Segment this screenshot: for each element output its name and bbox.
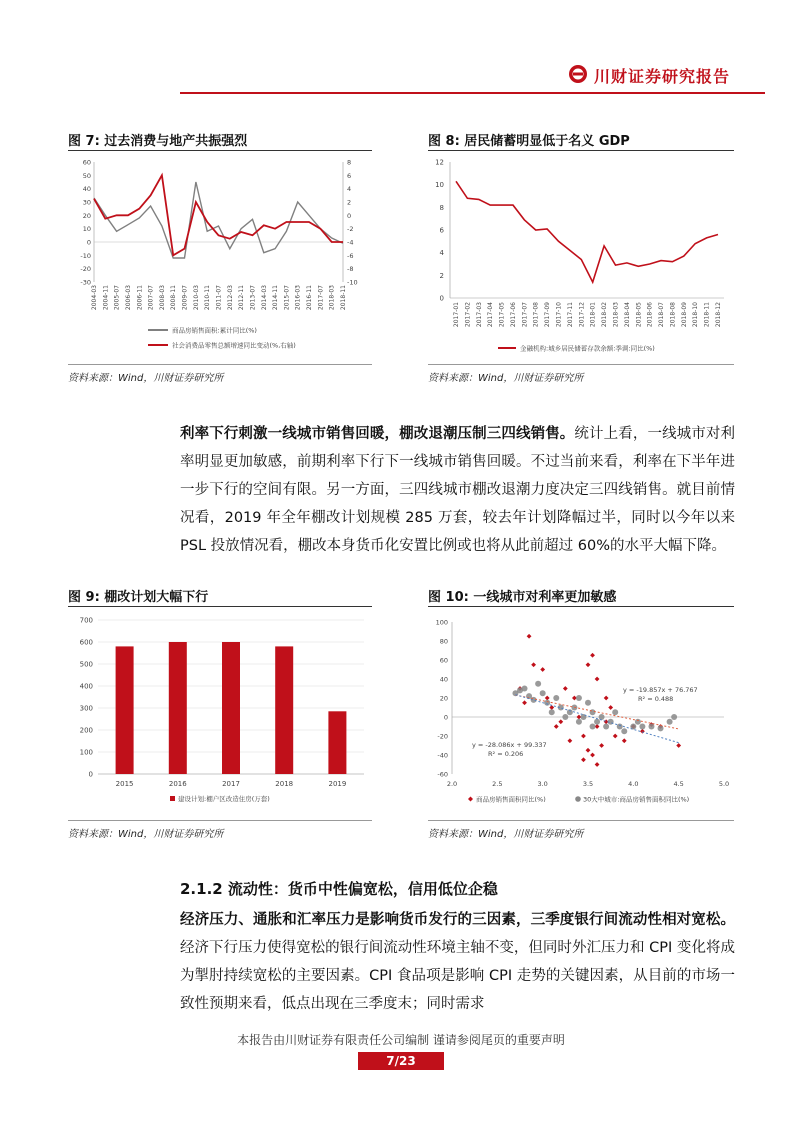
fig7-x-tick-label: 2014-03: [260, 285, 268, 311]
fig10-point-diamond: [676, 743, 681, 748]
fig7-left-tick-label: 30: [82, 198, 91, 207]
fig8-x-tick-label: 2018-10: [692, 302, 700, 328]
fig7-legend-label: 社会消费品零售总额增速同比变动(%,右轴): [172, 341, 296, 350]
fig7-x-tick-label: 2016-03: [294, 285, 302, 311]
fig7-right-tick-label: 4: [347, 185, 352, 194]
fig8-x-tick-label: 2017-08: [532, 302, 540, 328]
fig7-left-tick-label: 40: [82, 185, 91, 194]
fig8-y-tick-label: 8: [439, 203, 444, 212]
fig10-point-diamond: [613, 734, 618, 739]
fig10-legend-swatch: [575, 796, 581, 802]
paragraph-housing-lead: 利率下行刺激一线城市销售回暖，棚改退潮压制三四线销售。: [180, 426, 575, 442]
fig7-right-tick-label: 2: [347, 198, 352, 207]
fig9-x-tick-label: 2019: [328, 780, 347, 788]
fig10-point-circle: [590, 724, 596, 730]
fig8-x-tick-label: 2017-06: [509, 302, 517, 328]
fig8-y-tick-label: 4: [439, 249, 444, 258]
fig9-source: 资料来源：Wind，川财证券研究所: [68, 829, 224, 840]
fig10-point-diamond: [586, 748, 591, 753]
fig8-x-tick-label: 2017-04: [487, 302, 495, 328]
fig8-y-tick-label: 0: [439, 294, 444, 303]
fig10-point-circle: [617, 724, 623, 730]
fig7-x-tick-label: 2018-03: [328, 285, 336, 311]
fig10-point-diamond: [595, 677, 600, 682]
fig10-point-circle: [576, 719, 582, 725]
fig8-x-tick-label: 2018-08: [669, 302, 677, 328]
fig7-right-tick-label: -4: [347, 238, 354, 247]
fig7-x-tick-label: 2011-07: [215, 285, 223, 311]
fig9-y-tick-label: 500: [79, 660, 93, 669]
fig10-point-circle: [599, 714, 605, 720]
fig10-point-diamond: [563, 686, 568, 691]
fig8-y-tick-label: 6: [439, 226, 444, 235]
fig8-x-tick-label: 2017-07: [521, 302, 529, 328]
fig10-point-circle: [603, 724, 609, 730]
section-heading: 2.1.2 流动性：货币中性偏宽松，信用低位企稳: [180, 880, 498, 898]
fig10-y-tick-label: 100: [435, 618, 448, 627]
fig9-y-tick-label: 100: [79, 748, 93, 757]
fig7-bottom-rule: [68, 364, 372, 365]
fig10-title: 图 10: 一线城市对利率更加敏感: [428, 590, 617, 605]
fig10-y-tick-label: 20: [439, 694, 448, 703]
fig10-point-diamond: [622, 738, 627, 743]
fig10-point-diamond: [558, 719, 563, 724]
fig10-point-diamond: [608, 705, 613, 710]
fig7-x-tick-label: 2006-11: [136, 285, 144, 311]
fig7-x-tick-label: 2008-03: [158, 285, 166, 311]
fig7-series-line: [94, 182, 343, 258]
fig10-legend-label: 30大中城市:商品房销售面积同比(%): [583, 795, 690, 804]
fig8-x-tick-label: 2018-01: [589, 302, 597, 328]
fig7-right-tick-label: -2: [347, 225, 354, 234]
fig9-x-tick-label: 2018: [275, 780, 294, 788]
fig10-legend-swatch: [468, 797, 473, 802]
fig7-x-tick-label: 2015-07: [283, 285, 291, 311]
fig7-title: 图 7: 过去消费与地产共振强烈: [68, 134, 248, 149]
fig8-top-rule: [428, 150, 734, 151]
fig10-point-circle: [671, 714, 677, 720]
fig10-y-tick-label: -40: [437, 751, 448, 760]
fig9-x-tick-label: 2016: [168, 780, 187, 788]
fig10-x-tick-label: 4.0: [628, 780, 639, 788]
fig7-legend-label: 商品房销售面积:累计同比(%): [172, 326, 257, 335]
fig10-point-diamond: [590, 653, 595, 658]
fig7-right-tick-label: 8: [347, 158, 352, 167]
fig7-left-tick-label: -20: [80, 265, 91, 274]
fig7-x-tick-label: 2007-07: [147, 285, 155, 311]
fig8-x-tick-label: 2018-07: [658, 302, 666, 328]
fig10-y-tick-label: 40: [439, 675, 448, 684]
fig8-series-line: [456, 181, 718, 282]
fig10-point-circle: [635, 719, 641, 725]
fig8-chart: [428, 152, 734, 362]
fig10-point-circle: [621, 728, 627, 734]
header-divider: [180, 92, 765, 94]
fig8-x-tick-label: 2017-03: [475, 302, 483, 328]
fig9-top-rule: [68, 606, 372, 607]
fig10-y-tick-label: -60: [437, 770, 448, 779]
fig8-x-tick-label: 2017-05: [498, 302, 506, 328]
fig10-point-diamond: [581, 734, 586, 739]
fig7-left-tick-label: 10: [82, 225, 91, 234]
paragraph-housing: [180, 420, 735, 560]
fig10-point-circle: [648, 724, 654, 730]
fig8-x-tick-label: 2017-11: [566, 302, 574, 328]
fig10-point-diamond: [522, 700, 527, 705]
fig10-y-tick-label: 60: [439, 656, 448, 665]
fig10-fit1-r2: R² = 0.488: [638, 695, 674, 703]
fig9-legend-label: 建设计划:棚户区改造住房(万套): [178, 795, 270, 803]
fig8-legend-label: 金融机构:城乡居民储蓄存款余额:季调:同比(%): [520, 344, 655, 353]
fig10-source: 资料来源：Wind，川财证券研究所: [428, 829, 584, 840]
page-number: 7/23: [358, 1052, 444, 1070]
fig8-x-tick-label: 2017-10: [555, 302, 563, 328]
fig7-left-tick-label: -30: [80, 278, 91, 287]
fig10-x-tick-label: 5.0: [718, 780, 730, 788]
fig8-x-tick-label: 2018-12: [715, 302, 722, 328]
fig7-right-tick-label: -10: [347, 278, 358, 287]
fig8-bottom-rule: [428, 364, 734, 365]
fig9-bottom-rule: [68, 820, 372, 821]
fig9-y-tick-label: 200: [79, 726, 93, 735]
fig8-x-tick-label: 2017-12: [578, 302, 586, 328]
paragraph-liquidity-body: 经济下行压力使得宽松的银行间流动性环境主轴不变，但同时外汇压力和 CPI 变化将成为掣肘持续宽松的主要因素。CPI 食品项是影响 CPI 走势的关键因素，从目前的市场一致性预期来看，低点出现在三季度末；同时需求: [180, 940, 735, 1012]
fig10-legend-label: 商品房销售面积同比(%): [476, 795, 546, 804]
fig7-right-tick-label: -6: [347, 251, 354, 260]
fig10-point-circle: [639, 724, 645, 730]
fig7-x-tick-label: 2013-07: [249, 285, 257, 311]
fig7-x-tick-label: 2012-03: [226, 285, 234, 311]
fig7-right-tick-label: 0: [347, 211, 352, 220]
fig10-point-circle: [522, 686, 528, 692]
fig10-point-circle: [562, 714, 568, 720]
fig7-x-tick-label: 2004-03: [91, 285, 98, 311]
fig9-y-tick-label: 0: [88, 770, 93, 779]
fig10-fit2-equation: y = -28.086x + 99.337: [472, 741, 547, 749]
fig10-point-circle: [667, 719, 673, 725]
fig7-x-tick-label: 2005-07: [113, 285, 121, 311]
fig7-top-rule: [68, 150, 372, 151]
fig10-x-tick-label: 3.0: [537, 780, 548, 788]
fig8-x-tick-label: 2018-03: [612, 302, 620, 328]
fig8-x-tick-label: 2017-01: [453, 302, 460, 328]
fig7-left-tick-label: 0: [86, 238, 91, 247]
fig7-left-tick-label: 60: [82, 158, 91, 167]
fig8-x-tick-label: 2018-02: [601, 302, 609, 328]
fig9-y-tick-label: 400: [79, 682, 93, 691]
fig8-y-tick-label: 12: [435, 158, 444, 167]
fig8-x-tick-label: 2018-11: [703, 302, 711, 328]
fig8-source: 资料来源：Wind，川财证券研究所: [428, 373, 584, 384]
fig10-x-tick-label: 2.5: [492, 780, 503, 788]
fig7-series-line: [94, 175, 343, 255]
fig10-point-diamond: [595, 762, 600, 767]
fig8-x-tick-label: 2018-04: [623, 302, 631, 328]
fig8-y-tick-label: 2: [439, 271, 444, 280]
fig9-y-tick-label: 300: [79, 704, 93, 713]
fig10-point-diamond: [590, 753, 595, 758]
fig7-x-tick-label: 2012-11: [238, 285, 246, 311]
paragraph-liquidity: [180, 906, 735, 1018]
paragraph-housing-body: 统计上看，一线城市对利率明显更加敏感，前期利率下行下一线城市销售回暖。不过当前来看，利率在下半年进一步下行的空间有限。另一方面，三四线城市棚改退潮力度决定三四线销售。就目前情况看，2019 年全年棚改计划规模 285 万套，较去年计划降幅过半，同时以今年以来 PSL 投放情况看，棚改本身货币化安置比例或也将从此前超过 60%的水平大幅下降。: [180, 426, 736, 554]
fig9-x-tick-label: 2017: [222, 780, 240, 788]
fig7-right-tick-label: 6: [347, 171, 352, 180]
fig9-legend-swatch: [170, 796, 175, 801]
fig7-left-tick-label: 20: [82, 211, 91, 220]
fig7-chart: [68, 152, 372, 362]
fig10-point-diamond: [531, 662, 536, 667]
fig10-y-tick-label: 0: [443, 713, 448, 722]
fig9-bar: [169, 642, 187, 774]
fig7-source: 资料来源：Wind，川财证券研究所: [68, 373, 224, 384]
fig7-x-tick-label: 2004-11: [102, 285, 110, 311]
fig10-point-circle: [535, 681, 541, 687]
fig10-point-diamond: [540, 667, 545, 672]
fig10-x-tick-label: 3.5: [582, 780, 594, 788]
fig10-point-circle: [553, 695, 559, 701]
fig10-point-circle: [585, 700, 591, 706]
fig7-x-tick-label: 2014-11: [272, 285, 280, 311]
fig10-point-circle: [612, 709, 618, 715]
fig10-y-tick-label: -20: [437, 732, 448, 741]
fig10-fit1-equation: y = -19.857x + 76.767: [623, 686, 698, 694]
fig10-point-diamond: [599, 743, 604, 748]
footer-disclaimer: 本报告由川财证券有限责任公司编制 谨请参阅尾页的重要声明: [237, 1033, 565, 1047]
fig10-point-circle: [549, 709, 555, 715]
fig9-bar: [275, 646, 293, 774]
fig10-top-rule: [428, 606, 734, 607]
paragraph-liquidity-lead: 经济压力、通胀和汇率压力是影响货币发行的三因素，三季度银行间流动性相对宽松。: [180, 912, 735, 928]
fig8-x-tick-label: 2018-09: [680, 302, 688, 328]
fig9-y-tick-label: 700: [79, 616, 93, 625]
fig7-x-tick-label: 2008-11: [170, 285, 178, 311]
fig10-x-tick-label: 4.5: [673, 780, 684, 788]
fig9-bar: [116, 646, 134, 774]
fig7-right-tick-label: -8: [347, 265, 354, 274]
fig10-point-circle: [658, 725, 664, 731]
fig8-x-tick-label: 2017-02: [464, 302, 472, 328]
fig10-point-circle: [594, 719, 600, 725]
fig9-bar: [222, 642, 240, 774]
fig7-x-tick-label: 2010-11: [204, 285, 212, 311]
fig10-point-circle: [540, 690, 546, 696]
fig8-x-tick-label: 2018-05: [635, 302, 643, 328]
fig10-point-diamond: [604, 696, 609, 701]
fig10-point-diamond: [581, 757, 586, 762]
fig8-y-tick-label: 10: [435, 181, 444, 190]
fig10-point-diamond: [554, 724, 559, 729]
fig10-chart: [428, 608, 734, 818]
fig10-point-circle: [576, 695, 582, 701]
fig10-fit2-r2: R² = 0.206: [488, 750, 524, 758]
fig10-point-diamond: [640, 729, 645, 734]
fig7-x-tick-label: 2016-11: [306, 285, 314, 311]
fig7-left-tick-label: -10: [80, 251, 91, 260]
fig10-x-tick-label: 2.0: [446, 780, 458, 788]
fig9-x-tick-label: 2015: [115, 780, 134, 788]
fig7-x-tick-label: 2017-07: [317, 285, 325, 311]
fig7-x-tick-label: 2010-03: [192, 285, 200, 311]
fig9-y-tick-label: 600: [79, 638, 93, 647]
fig9-title: 图 9: 棚改计划大幅下行: [68, 590, 209, 605]
fig10-point-diamond: [527, 634, 532, 639]
fig10-point-diamond: [545, 696, 550, 701]
fig9-bar: [328, 711, 346, 774]
brand-name: 川财证券研究报告: [594, 67, 731, 86]
fig10-point-circle: [567, 709, 573, 715]
fig8-title: 图 8: 居民储蓄明显低于名义 GDP: [428, 134, 630, 149]
fig10-bottom-rule: [428, 820, 734, 821]
fig10-point-diamond: [567, 738, 572, 743]
fig7-x-tick-label: 2009-07: [181, 285, 189, 311]
fig8-x-tick-label: 2017-09: [544, 302, 552, 328]
fig8-x-tick-label: 2018-06: [646, 302, 654, 328]
fig10-point-diamond: [586, 662, 591, 667]
fig10-point-circle: [544, 700, 550, 706]
fig7-x-tick-label: 2018-11: [340, 285, 347, 311]
fig10-y-tick-label: 80: [439, 637, 448, 646]
fig9-chart: [68, 608, 372, 818]
fig7-left-tick-label: 50: [82, 171, 91, 180]
brand-logo-icon: [568, 64, 588, 84]
fig7-x-tick-label: 2006-03: [124, 285, 132, 311]
